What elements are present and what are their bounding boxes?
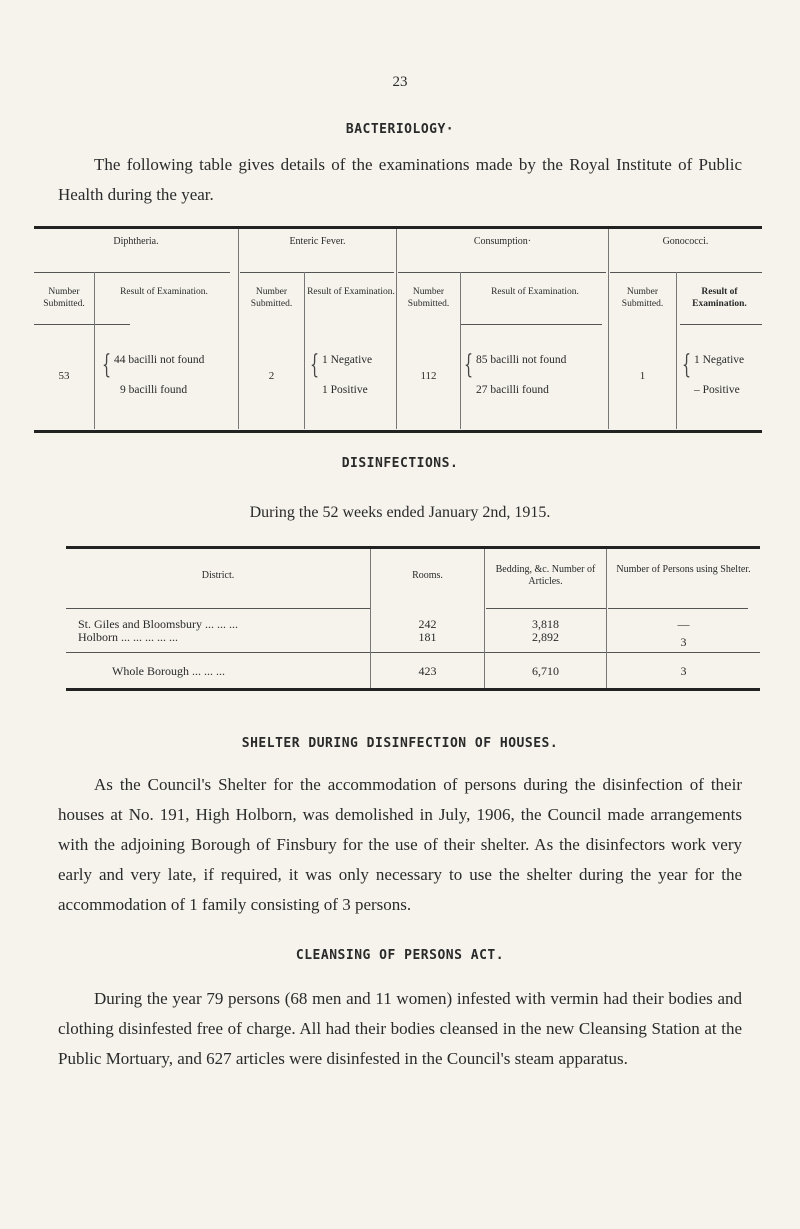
cleansing-heading: CLEANSING OF PERSONS ACT. [295, 948, 505, 963]
total-row-persons: 3 [680, 664, 687, 678]
disinfections-heading: DISINFECTIONS. [341, 456, 459, 471]
shelter-heading: SHELTER DURING DISINFECTION OF HOUSES. [241, 736, 559, 751]
table-row-district: St. Giles and Bloomsbury ... ... ... [78, 617, 239, 631]
number-submitted-header: Number Submitted. [43, 287, 85, 309]
total-row-rooms: 423 [418, 664, 437, 678]
brace-icon: { [464, 350, 474, 380]
page-number: 23 [392, 74, 408, 90]
number-submitted-header: Number Submitted. [250, 287, 293, 309]
table-row-persons: — [677, 617, 690, 631]
table-row-district: Holborn ... ... ... ... ... [78, 630, 178, 644]
shelter-text: As the Council's Shelter for the accommodation of persons during the disinfection of their houses at No. 191, High Holborn, was demolished in July, 1906, the Council made arrangements with the adjoining Borough of Finsbury for the use of their shelter. As the disinfectors work very early and very late, if required, it was only necessary to use the shelter during the year for the accommodation of 1 family consisting of 3 persons. [58, 775, 742, 914]
group-header-gonococci: Gonococci. [662, 236, 709, 247]
group-header-diphtheria: Diphtheria. [113, 236, 159, 247]
consumption-number: 112 [420, 370, 437, 382]
result-header: Result of Examination. [491, 287, 579, 297]
brace-icon: { [310, 350, 320, 380]
bacteriology-table [34, 226, 762, 432]
table-rule [66, 688, 760, 691]
disinfections-subheading: During the 52 weeks ended January 2nd, 1915. [249, 504, 551, 521]
group-header-consumption: Consumption· [473, 236, 532, 247]
table-row-rooms: 242 [418, 617, 437, 631]
diphtheria-result-2: 9 bacilli found [120, 384, 188, 396]
number-submitted-header: Number Submitted. [621, 287, 664, 309]
total-row-district: Whole Borough ... ... ... [112, 664, 225, 678]
result-header: Result of Examination. [692, 287, 747, 309]
gonococci-result-2: – Positive [694, 384, 740, 396]
consumption-result-1: 85 bacilli not found [476, 354, 567, 366]
gonococci-number: 1 [639, 370, 646, 382]
bedding-header: Bedding, &c. Number of Articles. [495, 564, 596, 587]
table-row-bedding: 2,892 [532, 630, 559, 644]
diphtheria-result-1: 44 bacilli not found [114, 354, 205, 366]
bacteriology-intro: The following table gives details of the examinations made by the Royal Institute of Public Health during the year. [58, 155, 742, 204]
result-header: Result of Examination. [307, 287, 395, 297]
enteric-number: 2 [268, 370, 275, 382]
number-submitted-header: Number Submitted. [407, 287, 450, 309]
rooms-header: Rooms. [412, 570, 443, 581]
table-rule [34, 226, 762, 229]
gonococci-result-1: 1 Negative [694, 354, 745, 366]
table-rule [34, 430, 762, 433]
district-header: District. [201, 570, 235, 581]
result-header: Result of Examination. [120, 287, 208, 297]
diphtheria-number: 53 [58, 370, 70, 382]
table-row-bedding: 3,818 [532, 617, 559, 631]
group-header-enteric: Enteric Fever. [289, 236, 346, 247]
cleansing-text: During the year 79 persons (68 men and 11 women) infested with vermin had their bodies and clothing disinfested free of charge. All had their bodies cleansed in the new Cleansing Station at the Public Mortuary, and 627 articles were disinfested in the Council's steam apparatus. [58, 989, 742, 1068]
brace-icon: { [102, 350, 112, 380]
brace-icon: { [682, 350, 692, 380]
table-row-rooms: 181 [418, 630, 437, 644]
enteric-result-2: 1 Positive [322, 384, 368, 396]
total-row-bedding: 6,710 [532, 664, 559, 678]
consumption-result-2: 27 bacilli found [476, 384, 549, 396]
table-row-persons: 3 [680, 635, 687, 649]
enteric-result-1: 1 Negative [322, 354, 373, 366]
table-rule [66, 546, 760, 549]
disinfections-table [66, 546, 760, 694]
persons-header: Number of Persons using Shelter. [616, 564, 751, 575]
bacteriology-heading: BACTERIOLOGY· [345, 122, 455, 137]
